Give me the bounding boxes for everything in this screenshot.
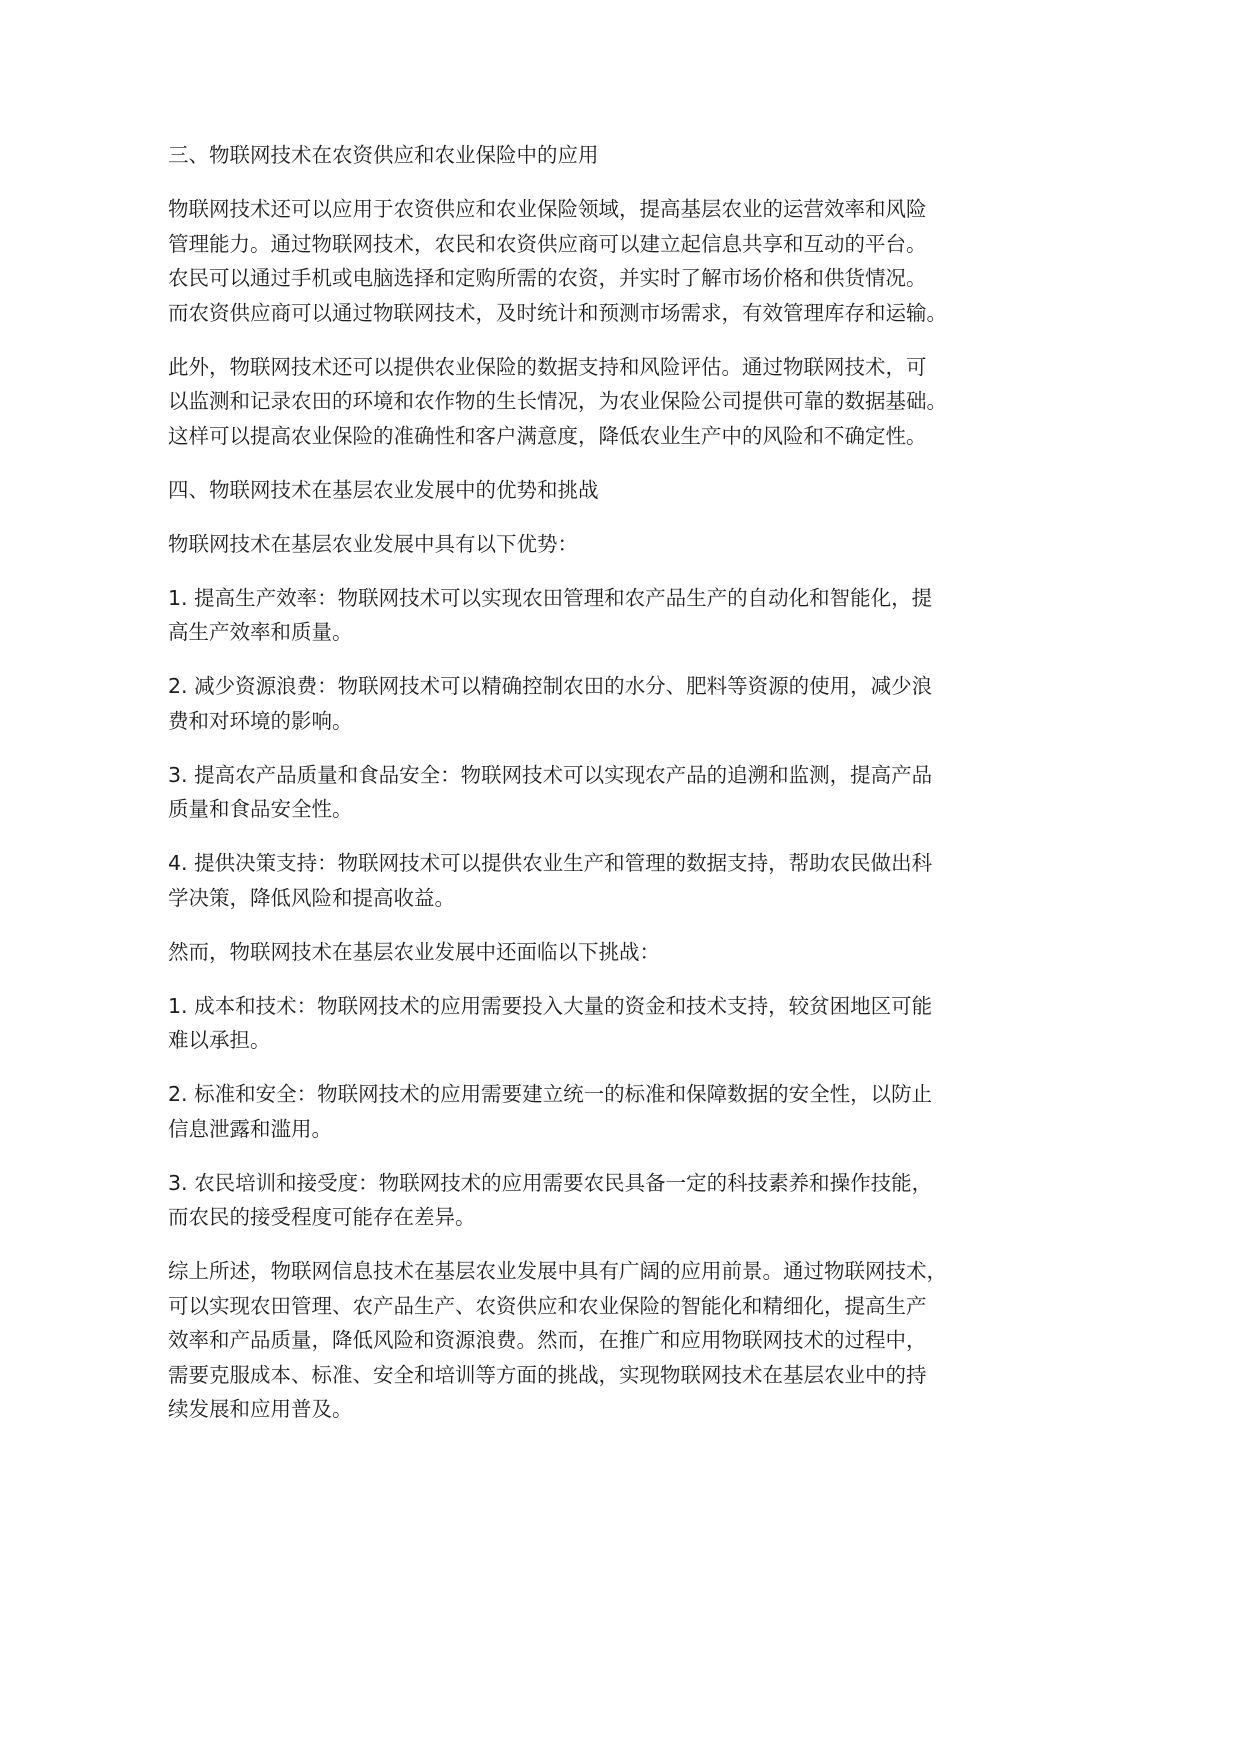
text-line: 而农民的接受程度可能存在差异。 bbox=[168, 1205, 476, 1229]
text-line: 3. 农民培训和接受度：物联网技术的应用需要农民具备一定的科技素养和操作技能， bbox=[168, 1170, 933, 1195]
text-line: 4. 提供决策支持：物联网技术可以提供农业生产和管理的数据支持，帮助农民做出科 bbox=[168, 851, 933, 875]
list-item bbox=[168, 669, 1241, 738]
text-line: 而农资供应商可以通过物联网技术，及时统计和预测市场需求，有效管理库存和运输。 bbox=[168, 300, 947, 325]
text-line: 续发展和应用普及。 bbox=[168, 1397, 353, 1421]
paragraph bbox=[168, 527, 1241, 562]
text-line: 2. 减少资源浪费：物联网技术可以精确控制农田的水分、肥料等资源的使用，减少浪 bbox=[168, 674, 933, 698]
text-line: 质量和食品安全性。 bbox=[168, 797, 353, 821]
text-line: 农民可以通过手机或电脑选择和定购所需的农资，并实时了解市场价格和供货情况。 bbox=[168, 266, 927, 290]
text-line: 物联网技术还可以应用于农资供应和农业保险领域，提高基层农业的运营效率和风险 bbox=[168, 197, 927, 221]
list-item bbox=[168, 989, 1241, 1058]
text-line: 难以承担。 bbox=[168, 1028, 271, 1052]
text-line: 然而，物联网技术在基层农业发展中还面临以下挑战： bbox=[168, 939, 660, 964]
summary-paragraph bbox=[168, 1254, 1241, 1427]
text-line: 需要克服成本、标准、安全和培训等方面的挑战，实现物联网技术在基层农业中的持 bbox=[168, 1362, 927, 1387]
text-line: 费和对环境的影响。 bbox=[168, 708, 353, 733]
list-item bbox=[168, 758, 1241, 827]
text-line: 1. 提高生产效率：物联网技术可以实现农田管理和农产品生产的自动化和智能化，提 bbox=[168, 585, 933, 610]
list-item bbox=[168, 581, 1241, 650]
text-line: 效率和产品质量，降低风险和资源浪费。然而，在推广和应用物联网技术的过程中， bbox=[168, 1328, 927, 1352]
list-item bbox=[168, 1077, 1241, 1146]
text-line: 3. 提高农产品质量和食品安全：物联网技术可以实现农产品的追溯和监测，提高产品 bbox=[168, 762, 933, 787]
text-line: 这样可以提高农业保险的准确性和客户满意度，降低农业生产中的风险和不确定性。 bbox=[168, 423, 927, 448]
text-line: 可以实现农田管理、农产品生产、农资供应和农业保险的智能化和精细化，提高生产 bbox=[168, 1293, 927, 1318]
text-line: 以监测和记录农田的环境和农作物的生长情况，为农业保险公司提供可靠的数据基础。 bbox=[168, 389, 947, 413]
section-heading bbox=[168, 473, 1241, 508]
text-line: 学决策，降低风险和提高收益。 bbox=[168, 885, 455, 910]
text-line: 此外，物联网技术还可以提供农业保险的数据支持和风险评估。通过物联网技术，可 bbox=[168, 354, 927, 379]
text-line: 高生产效率和质量。 bbox=[168, 620, 353, 644]
paragraph bbox=[168, 350, 1241, 454]
text-line: 信息泄露和滥用。 bbox=[168, 1116, 332, 1141]
section-heading bbox=[168, 138, 1241, 173]
paragraph bbox=[168, 935, 1241, 970]
text-line: 物联网技术在基层农业发展中具有以下优势： bbox=[168, 531, 578, 556]
paragraph bbox=[168, 192, 1241, 330]
text-line: 三、物联网技术在农资供应和农业保险中的应用 bbox=[168, 143, 599, 167]
list-item bbox=[168, 1166, 1241, 1235]
text-line: 1. 成本和技术：物联网技术的应用需要投入大量的资金和技术支持，较贫困地区可能 bbox=[168, 993, 933, 1018]
list-item bbox=[168, 846, 1241, 915]
text-line: 管理能力。通过物联网技术，农民和农资供应商可以建立起信息共享和互动的平台。 bbox=[168, 231, 927, 256]
text-line: 综上所述，物联网信息技术在基层农业发展中具有广阔的应用前景。通过物联网技术， bbox=[168, 1259, 947, 1283]
text-line: 四、物联网技术在基层农业发展中的优势和挑战 bbox=[168, 477, 599, 502]
text-line: 2. 标准和安全：物联网技术的应用需要建立统一的标准和保障数据的安全性，以防止 bbox=[168, 1082, 933, 1106]
